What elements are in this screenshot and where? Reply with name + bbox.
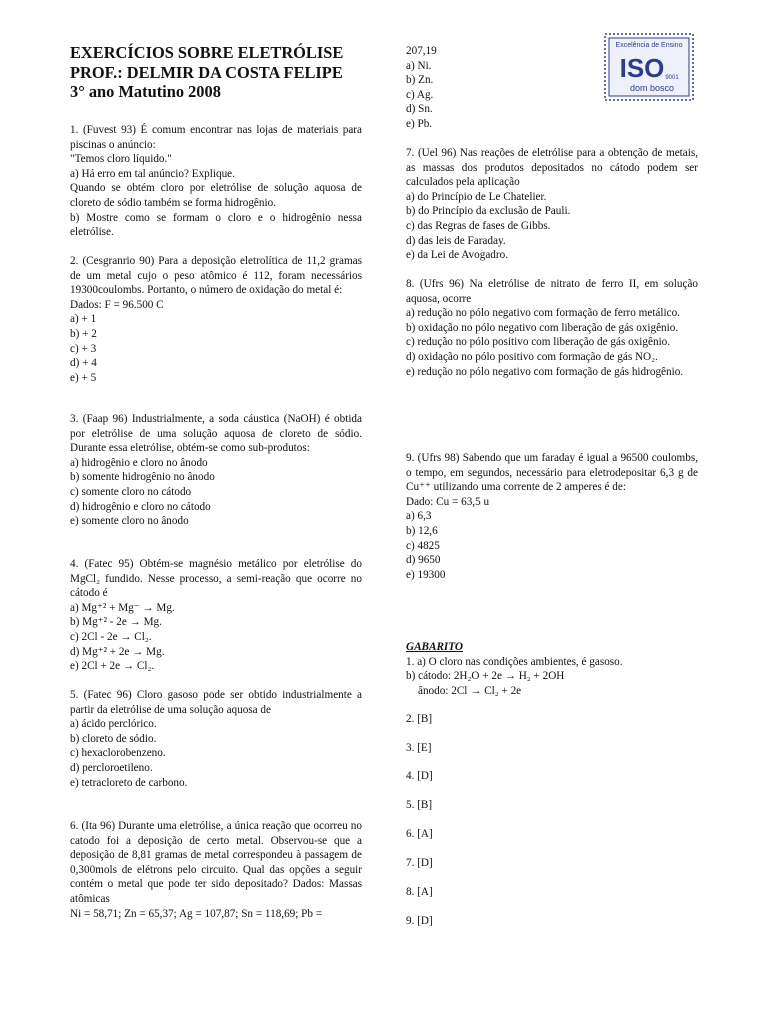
q8-text: 8. (Ufrs 96) Na eletrólise de nitrato de ferro II, em solução aquosa, ocorre — [406, 278, 698, 305]
q2-option: e) + 5 — [70, 371, 97, 384]
document-title — [70, 43, 370, 102]
q7-option: a) do Princípio de Le Chatelier. — [406, 190, 547, 203]
q6-text: 6. (Ita 96) Durante uma eletrólise, a única reação que ocorreu no catodo foi a deposição de certo metal. Observou-se que a deposição de 8,81 gramas de metal correspondeu à passagem de 0,300mols de elétrons pelo circuito. Qual das opções a seguir contém o metal que pode ter sido depositado? Dados: Massas atômicas — [70, 820, 362, 905]
q8-option: b) oxidação no pólo negativo com liberação de gás oxigênio. — [406, 321, 679, 334]
logo-iso-text: ISO — [619, 53, 665, 83]
q6-pb-value: 207,19 — [406, 45, 437, 57]
q6-option: e) Pb. — [406, 117, 433, 130]
q7-text: 7. (Uel 96) Nas reações de eletrólise para a obtenção de metais, as massas dos produtos depositados no cátodo podem ser calculados pela aplicação — [406, 147, 698, 189]
q4-option: e) 2Cl + 2e → Cl₂. — [70, 660, 155, 673]
answer-1-b-anode: ânodo: 2Cl → Cl₂ + 2e — [418, 684, 522, 697]
question-8 — [406, 277, 698, 379]
q9-text: 9. (Ufrs 98) Sabendo que um faraday é igual a 96500 coulombs, o tempo, em segundos, necessário para eletrodepositar 6,3 g de Cu⁺⁺ utilizando uma corrente de 2 amperes é de: — [406, 452, 698, 494]
answer-item: 9. [D] — [406, 915, 433, 927]
answer-item: 7. [D] — [406, 857, 433, 869]
q6-option: b) Zn. — [406, 74, 434, 87]
q2-option: a) + 1 — [70, 313, 97, 326]
q3-option: a) hidrogênio e cloro no ânodo — [70, 456, 208, 469]
answer-item: 6. [A] — [406, 828, 433, 840]
question-4 — [70, 557, 362, 674]
answer-key-heading: GABARITO — [406, 641, 463, 653]
answer-1-a: 1. a) O cloro nas condições ambientes, é gasoso. — [406, 655, 623, 668]
q1-quote: "Temos cloro líquido." — [70, 153, 172, 166]
q8-option: e) redução no pólo negativo com formação de gás hidrogênio. — [406, 365, 684, 378]
q5-option: c) hexaclorobenzeno. — [70, 747, 166, 760]
question-7 — [406, 146, 698, 263]
q9-option: d) 9650 — [406, 554, 441, 567]
answer-item: 4. [D] — [406, 770, 433, 782]
q1-text: 1. (Fuvest 93) É comum encontrar nas lojas de materiais para piscinas o anúncio: — [70, 124, 362, 151]
answer-1-b-cathode: b) cátodo: 2H₂O + 2e → H₂ + 2OH — [406, 670, 565, 683]
q3-text: 3. (Faap 96) Industrialmente, a soda cáustica (NaOH) é obtida por eletrólise de uma solução aquosa de cloreto de sódio. Durante essa eletrólise, obtém-se como sub-produtos: — [70, 413, 362, 455]
q3-option: b) somente hidrogênio no ânodo — [70, 471, 215, 484]
question-1 — [70, 123, 362, 240]
q4-option: d) Mg⁺² + 2e → Mg. — [70, 645, 165, 658]
q9-dados: Dado: Cu = 63,5 u — [406, 495, 490, 508]
answer-item: 2. [B] — [406, 713, 433, 725]
q5-option: e) tetracloreto de carbono. — [70, 776, 188, 789]
title-line-3: 3° ano Matutino 2008 — [70, 82, 221, 101]
q4-text: 4. (Fatec 95) Obtém-se magnésio metálico por eletrólise do MgCl₂ fundido. Nesse processo, a semi-reação que ocorre no cátodo é — [70, 558, 362, 600]
q2-dados: Dados: F = 96.500 C — [70, 298, 164, 311]
title-line-2: PROF.: DELMIR DA COSTA FELIPE — [70, 62, 343, 82]
q6-option: c) Ag. — [406, 88, 434, 101]
q5-option: a) ácido perclórico. — [70, 718, 157, 731]
q8-option: c) redução no pólo positivo com liberação de gás oxigênio. — [406, 336, 671, 349]
title-line-1: EXERCÍCIOS SOBRE ELETRÓLISE — [70, 43, 344, 62]
question-3 — [70, 412, 362, 529]
q7-option: e) da Lei de Avogadro. — [406, 249, 508, 262]
q7-option: d) das leis de Faraday. — [406, 234, 506, 247]
q2-option: d) + 4 — [70, 357, 97, 370]
question-6-continued — [406, 44, 698, 132]
logo-sub-text: 9001 — [665, 75, 679, 81]
q3-option: c) somente cloro no cátodo — [70, 485, 192, 498]
q6-option: a) Ni. — [406, 59, 432, 72]
q6-option: d) Sn. — [406, 103, 433, 116]
q1-continuation: Quando se obtém cloro por eletrólise de solução aquosa de cloreto de sódio também se forma hidrogênio. — [70, 182, 362, 209]
q9-option: a) 6,3 — [406, 510, 432, 523]
logo-bottom-text: dom bosco — [629, 83, 675, 93]
q2-text: 2. (Cesgranrio 90) Para a deposição eletrolítica de 11,2 gramas de um metal cujo o peso atômico é 112, foram necessários 19300coulombs. Portanto, o número de oxidação do metal é: — [70, 255, 362, 297]
question-6 — [70, 819, 362, 921]
answer-item: 8. [A] — [406, 886, 433, 898]
q5-option: b) cloreto de sódio. — [70, 732, 157, 745]
q9-option: c) 4825 — [406, 539, 440, 552]
q2-option: b) + 2 — [70, 327, 97, 340]
question-2 — [70, 254, 362, 385]
q5-text: 5. (Fatec 96) Cloro gasoso pode ser obtido industrialmente a partir da eletrólise de uma solução aquosa de — [70, 689, 362, 716]
q3-option: d) hidrogênio e cloro no cátodo — [70, 500, 211, 513]
q7-option: c) das Regras de fases de Gibbs. — [406, 219, 551, 232]
q1-part-a: a) Há erro em tal anúncio? Explique. — [70, 167, 235, 180]
answer-key — [406, 640, 698, 698]
q9-option: e) 19300 — [406, 568, 446, 581]
q1-part-b: b) Mostre como se formam o cloro e o hidrogênio nessa eletrólise. — [70, 211, 362, 239]
answer-item: 3. [E] — [406, 742, 432, 754]
q8-option: a) redução no pólo negativo com formação de ferro metálico. — [406, 307, 680, 320]
q4-option: a) Mg⁺² + Mg⁻ → Mg. — [70, 601, 175, 614]
logo-top-text: Excelência de Ensino — [615, 42, 683, 49]
q4-option: b) Mg⁺² - 2e → Mg. — [70, 616, 162, 629]
q8-option: d) oxidação no pólo positivo com formação de gás NO₂. — [406, 350, 658, 363]
q9-option: b) 12,6 — [406, 524, 438, 537]
q3-option: e) somente cloro no ânodo — [70, 515, 189, 528]
question-9 — [406, 451, 698, 582]
answer-item: 5. [B] — [406, 799, 433, 811]
q5-option: d) percloroetileno. — [70, 761, 153, 774]
q7-option: b) do Princípio da exclusão de Pauli. — [406, 205, 571, 218]
q2-option: c) + 3 — [70, 342, 97, 355]
q4-option: c) 2Cl - 2e → Cl₂. — [70, 630, 152, 643]
q6-masses: Ni = 58,71; Zn = 65,37; Ag = 107,87; Sn = 118,69; Pb = — [70, 907, 323, 920]
question-5 — [70, 688, 362, 790]
